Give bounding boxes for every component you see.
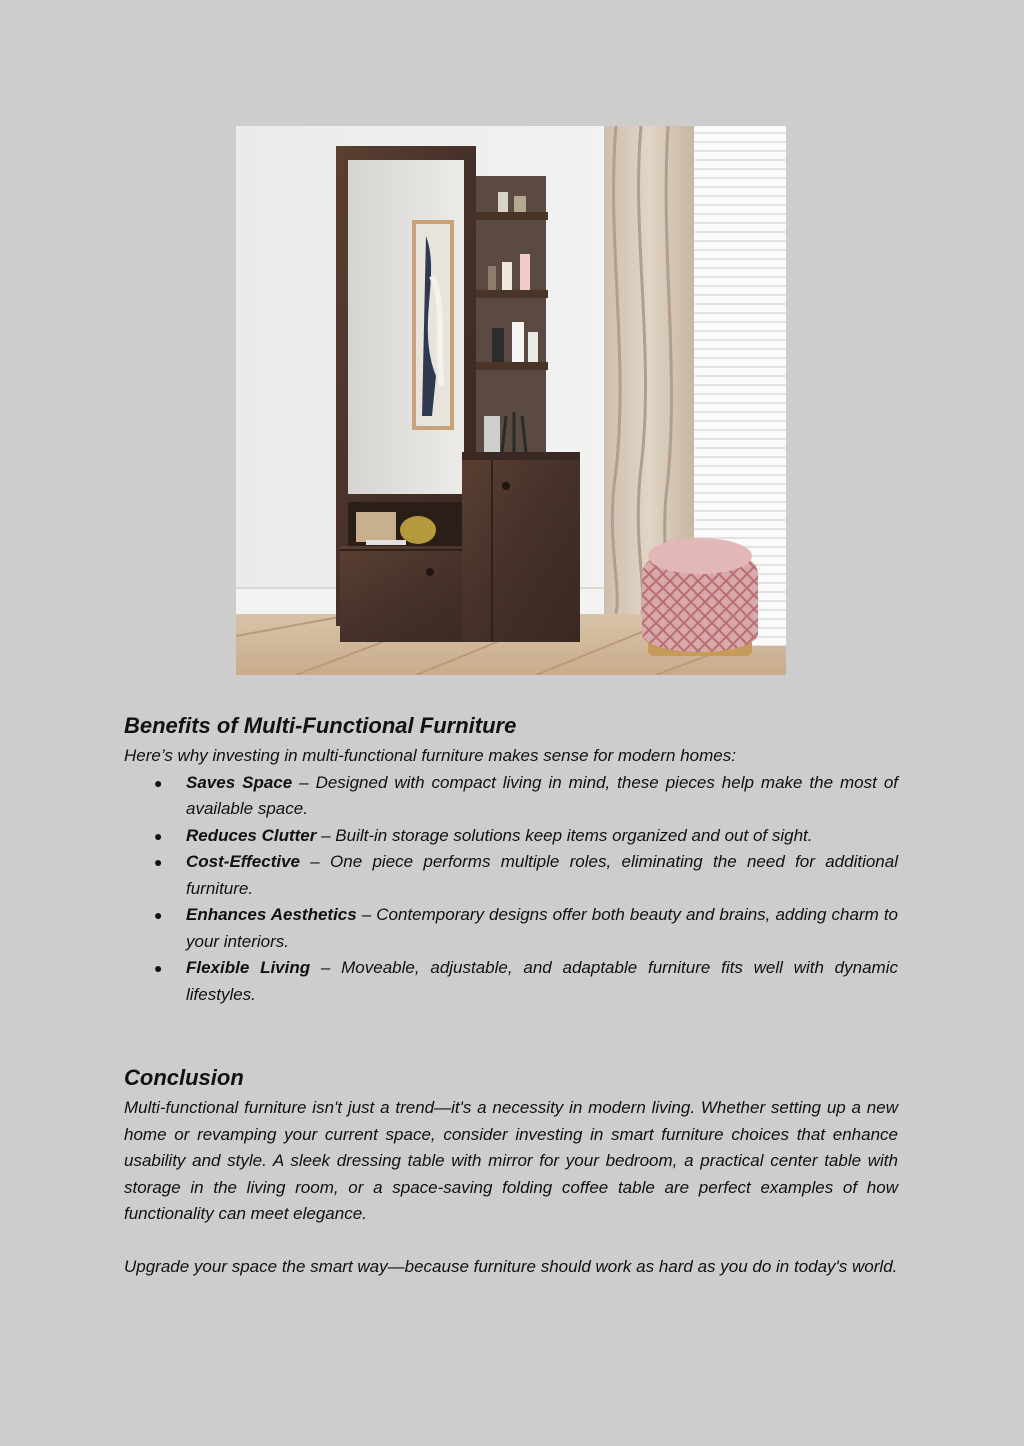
benefits-section (124, 711, 898, 1008)
benefit-description: – Designed with compact living in mind, these pieces help make the most of available space. (186, 772, 898, 818)
benefit-term: Enhances Aesthetics (186, 905, 357, 924)
closing-paragraph: Upgrade your space the smart way—because furniture should work as hard as you do in today's world. (124, 1256, 898, 1276)
conclusion-paragraph: Multi-functional furniture isn't just a trend—it's a necessity in modern living. Whether setting up a new home or revamping your current space, consider investing in smart furniture choices that enhance usability and style. A sleek dressing table with mirror for your bedroom, a practical center table with storage in the living room, or a space-saving folding coffee table are perfect examples of how functionality can meet elegance. (124, 1098, 898, 1223)
bullet-icon: ● (154, 907, 163, 923)
bullet-icon: ● (154, 827, 163, 844)
list-item (154, 849, 898, 902)
benefit-term: Cost-Effective (186, 852, 300, 871)
bullet-icon: ● (154, 774, 163, 791)
benefits-heading: Benefits of Multi-Functional Furniture (124, 713, 517, 738)
list-item (154, 902, 898, 955)
paragraph-spacer (124, 1228, 898, 1254)
benefit-term: Reduces Clutter (186, 825, 317, 845)
list-item (154, 955, 898, 1008)
conclusion-section (124, 1063, 898, 1280)
benefit-term: Saves Space (186, 772, 293, 792)
benefit-description: – Built-in storage solutions keep items organized and out of sight. (316, 825, 813, 845)
bullet-icon: ● (154, 960, 163, 976)
conclusion-heading: Conclusion (124, 1065, 244, 1090)
benefit-term: Flexible Living (186, 958, 311, 977)
list-item (154, 823, 898, 850)
dressing-table-photo (236, 126, 786, 675)
benefit-description: – Contemporary designs offer both beauty and brains, adding charm to your interiors. (186, 905, 898, 951)
bullet-icon: ● (154, 854, 163, 870)
benefit-description: – One piece performs multiple roles, eliminating the need for additional furniture. (186, 852, 898, 898)
list-item (154, 770, 898, 823)
benefit-description: – Moveable, adjustable, and adaptable furniture fits well with dynamic lifestyles. (186, 958, 898, 1004)
benefits-list (124, 770, 898, 1009)
benefits-intro: Here’s why investing in multi-functional furniture makes sense for modern homes: (124, 746, 736, 765)
